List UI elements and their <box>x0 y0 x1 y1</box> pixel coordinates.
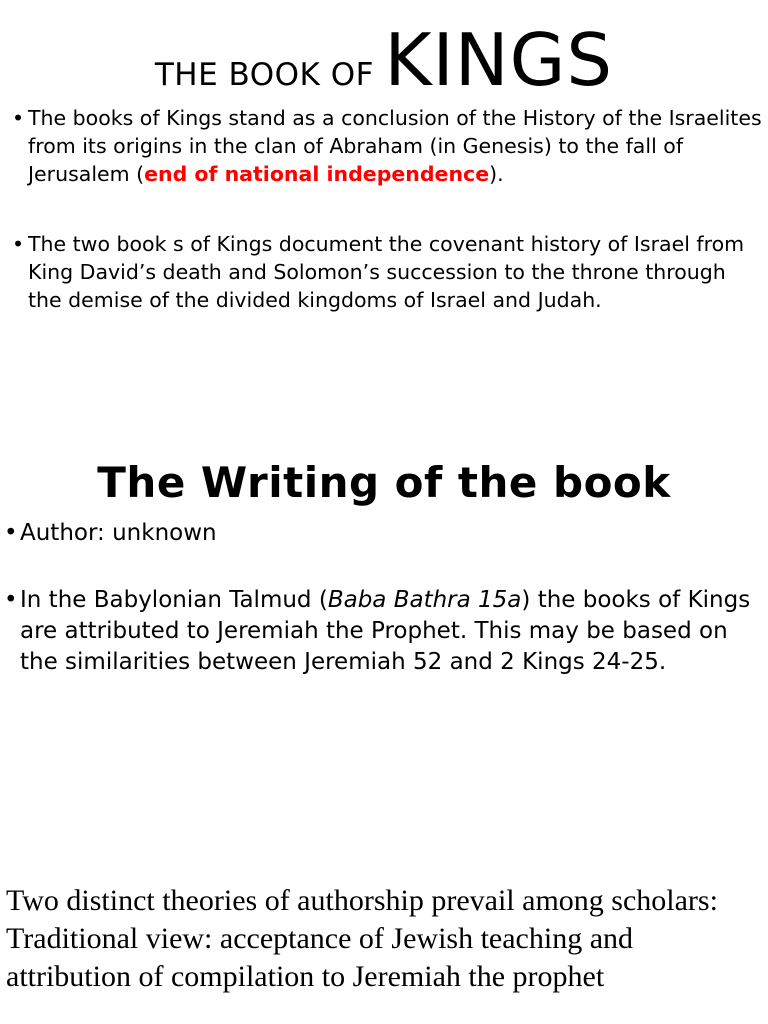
talmud-bullet <box>4 585 764 678</box>
author-bullet <box>4 518 764 549</box>
authorship-intro: Two distinct theories of authorship prevail among scholars: <box>6 884 718 917</box>
talmud-text-end: ) the books of Kings are attributed to Jeremiah the Prophet. This may be based on the similarities between Jeremiah 52 and 2 Kings 24-25. <box>20 587 751 675</box>
section-heading: The Writing of the book <box>97 458 671 507</box>
highlighted-phrase: end of national independence <box>144 162 490 186</box>
intro-bullet-text: The books of Kings stand as a conclusion of the History of the Israelites from its origins in the clan of Abraham (in Genesis) to the fall of Jerusalem ( <box>28 106 762 186</box>
title-main: KINGS <box>384 18 614 102</box>
author-text: Author: unknown <box>20 520 217 546</box>
authorship-block <box>6 882 762 996</box>
writing-bullet-list <box>4 518 764 714</box>
intro-bullet-conclusion <box>12 104 764 188</box>
intro-bullet-covenant <box>12 230 764 314</box>
traditional-view: Traditional view: acceptance of Jewish teaching and attribution of compilation to Jeremiah the prophet <box>6 922 634 993</box>
intro-bullet-text: The two book s of Kings document the covenant history of Israel from King David’s death and Solomon’s succession to the throne through the demise of the divided kingdoms of Israel and Judah. <box>28 232 745 312</box>
talmud-text: In the Babylonian Talmud ( <box>20 587 328 613</box>
talmud-citation: Baba Bathra 15a <box>327 587 522 613</box>
slide-title <box>0 18 768 102</box>
intro-bullet-text-end: ). <box>489 162 504 186</box>
intro-bullet-list <box>12 104 764 356</box>
title-prefix: THE BOOK OF <box>154 57 385 93</box>
